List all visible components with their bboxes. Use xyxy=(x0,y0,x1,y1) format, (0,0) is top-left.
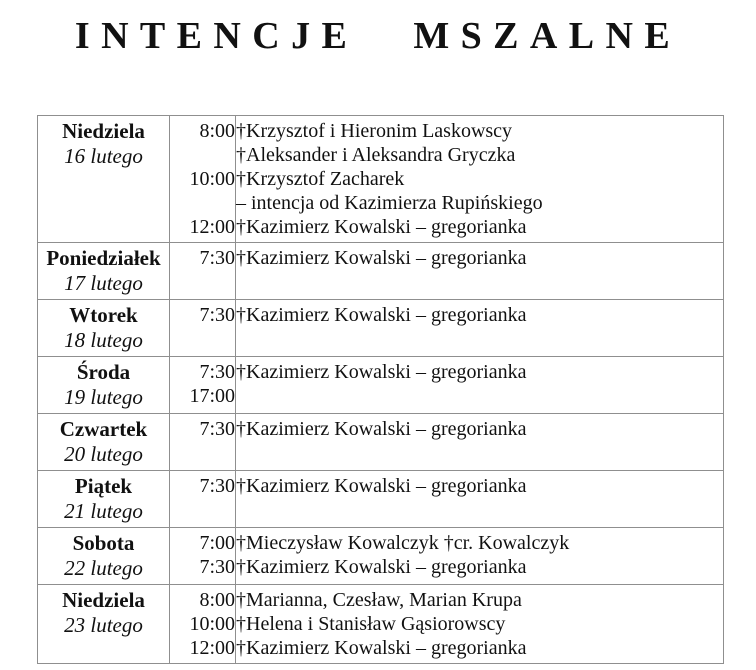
time-value xyxy=(170,191,235,215)
intention-cell xyxy=(236,357,724,414)
time-cell xyxy=(170,300,236,357)
day-cell xyxy=(38,300,170,357)
time-cell xyxy=(170,357,236,414)
table-row xyxy=(38,471,724,528)
intention-line: †Krzysztof i Hieronim Laskowscy xyxy=(236,120,513,142)
intention-line: †Kazimierz Kowalski – gregorianka xyxy=(236,475,527,497)
day-cell xyxy=(38,243,170,300)
intention-cell xyxy=(236,528,724,585)
day-name: Poniedziałek xyxy=(46,246,161,270)
time-value: 8:00 xyxy=(199,120,235,142)
time-value: 12:00 xyxy=(189,637,235,659)
intention-cell xyxy=(236,300,724,357)
time-value: 7:30 xyxy=(199,247,235,269)
time-cell xyxy=(170,585,236,664)
intention-line: †Kazimierz Kowalski – gregorianka xyxy=(236,304,527,326)
intention-line: †Krzysztof Zacharek xyxy=(236,168,405,190)
time-value: 12:00 xyxy=(189,216,235,238)
day-cell xyxy=(38,528,170,585)
time-value xyxy=(170,143,235,167)
day-date: 18 lutego xyxy=(64,328,143,352)
time-value: 7:30 xyxy=(199,418,235,440)
day-date: 20 lutego xyxy=(64,442,143,466)
table-row xyxy=(38,300,724,357)
time-cell xyxy=(170,116,236,243)
intention-line: †Mieczysław Kowalczyk †cr. Kowalczyk xyxy=(236,532,570,554)
intention-line: †Helena i Stanisław Gąsiorowscy xyxy=(236,613,506,635)
time-value: 8:00 xyxy=(199,589,235,611)
intention-line: †Kazimierz Kowalski – gregorianka xyxy=(236,216,527,238)
day-name: Piątek xyxy=(74,474,133,498)
table-row xyxy=(38,116,724,243)
intention-line: †Kazimierz Kowalski – gregorianka xyxy=(236,247,527,269)
intention-cell xyxy=(236,243,724,300)
time-cell xyxy=(170,243,236,300)
intention-cell xyxy=(236,116,724,243)
intention-line: †Kazimierz Kowalski – gregorianka xyxy=(236,418,527,440)
intention-line: †Marianna, Czesław, Marian Krupa xyxy=(236,589,522,611)
day-cell xyxy=(38,357,170,414)
day-date: 16 lutego xyxy=(64,144,143,168)
intention-cell xyxy=(236,585,724,664)
day-date: 23 lutego xyxy=(64,613,143,637)
intention-line: †Kazimierz Kowalski – gregorianka xyxy=(236,556,527,578)
time-value: 7:30 xyxy=(199,475,235,497)
day-date: 21 lutego xyxy=(64,499,143,523)
time-cell xyxy=(170,414,236,471)
day-date: 22 lutego xyxy=(64,556,143,580)
table-row xyxy=(38,528,724,585)
table-row xyxy=(38,357,724,414)
intention-cell xyxy=(236,471,724,528)
intention-line: †Aleksander i Aleksandra Gryczka xyxy=(236,144,516,166)
table-row xyxy=(38,414,724,471)
day-name: Wtorek xyxy=(69,303,138,327)
day-date: 19 lutego xyxy=(64,385,143,409)
intention-line: †Kazimierz Kowalski – gregorianka xyxy=(236,361,527,383)
day-date: 17 lutego xyxy=(64,271,143,295)
day-cell xyxy=(38,116,170,243)
day-cell xyxy=(38,585,170,664)
mass-intentions-table xyxy=(37,115,724,664)
time-value: 10:00 xyxy=(189,613,235,635)
intention-cell xyxy=(236,414,724,471)
day-name: Czwartek xyxy=(59,417,148,441)
intention-line: – intencja od Kazimierza Rupińskiego xyxy=(236,192,543,214)
time-value: 7:30 xyxy=(199,361,235,383)
day-name: Środa xyxy=(76,360,131,384)
time-value: 7:00 xyxy=(199,532,235,554)
time-value: 17:00 xyxy=(189,385,235,407)
day-name: Niedziela xyxy=(62,119,145,143)
day-name: Niedziela xyxy=(62,588,145,612)
table-row xyxy=(38,585,724,664)
time-value: 10:00 xyxy=(189,168,235,190)
time-cell xyxy=(170,471,236,528)
table-row xyxy=(38,243,724,300)
page-title: INTENCJE MSZALNE xyxy=(74,15,682,57)
intention-line: †Kazimierz Kowalski – gregorianka xyxy=(236,637,527,659)
day-cell xyxy=(38,471,170,528)
day-name: Sobota xyxy=(72,531,135,555)
day-cell xyxy=(38,414,170,471)
time-value: 7:30 xyxy=(199,556,235,578)
time-cell xyxy=(170,528,236,585)
time-value: 7:30 xyxy=(199,304,235,326)
